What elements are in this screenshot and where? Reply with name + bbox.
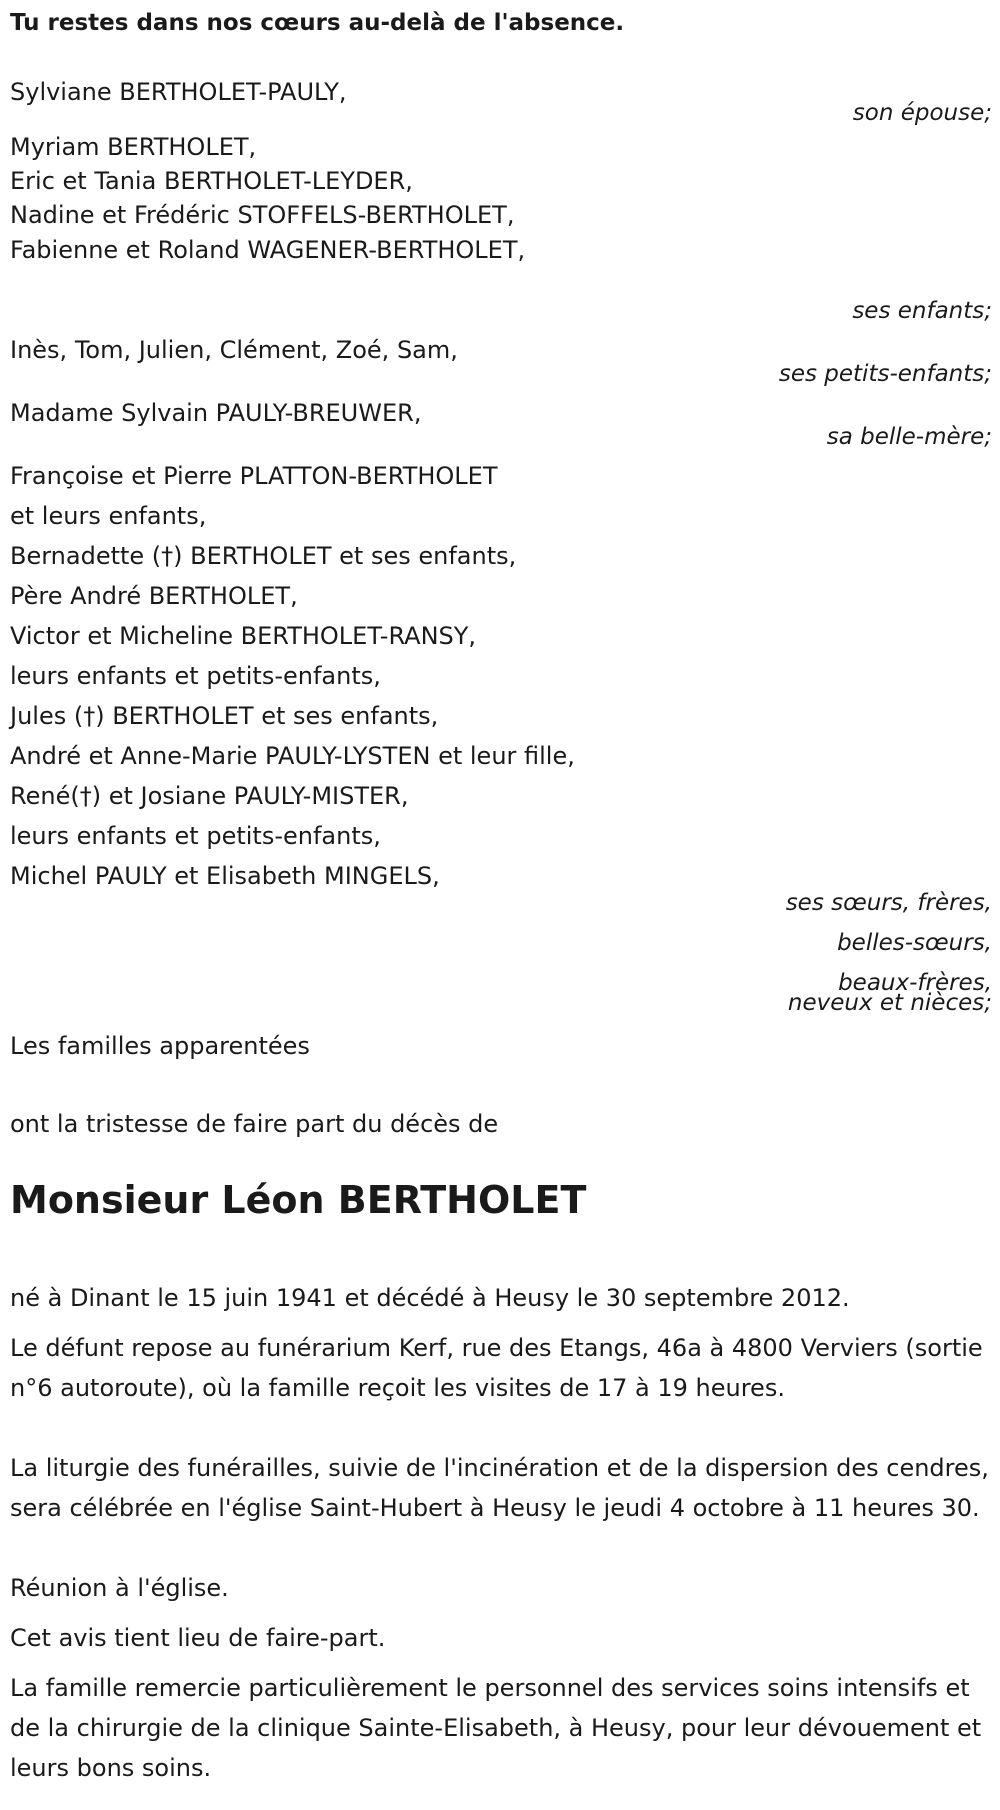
announcement: ont la tristesse de faire part du décès de [10, 1110, 499, 1138]
sibling-line: Michel PAULY et Elisabeth MINGELS, [10, 862, 440, 890]
sibling-line: Bernadette (†) BERTHOLET et ses enfants, [10, 542, 517, 570]
child-name: Eric et Tania BERTHOLET-LEYDER, [10, 167, 413, 195]
mother-in-law-relation: sa belle-mère; [826, 424, 992, 450]
family-thanks: La famille remercie particulièrement le personnel des services soins intensifs et de la chirurgie de la clinique Sainte-Elisabeth, à Heusy, pour leur dévouement et leurs bons soins. [10, 1674, 982, 1782]
children-relation: ses enfants; [852, 298, 992, 324]
sibling-line: René(†) et Josiane PAULY-MISTER, [10, 782, 409, 810]
sibling-line: Victor et Micheline BERTHOLET-RANSY, [10, 622, 477, 650]
sibling-line: Père André BERTHOLET, [10, 582, 298, 610]
sibling-line: Jules (†) BERTHOLET et ses enfants, [10, 702, 439, 730]
sibling-line: leurs enfants et petits-enfants, [10, 822, 381, 850]
sibling-line: André et Anne-Marie PAULY-LYSTEN et leur fille, [10, 742, 575, 770]
spouse-name: Sylviane BERTHOLET-PAULY, [10, 78, 347, 106]
siblings-relation: belles-sœurs, [837, 930, 992, 956]
siblings-relation: neveux et nièces; [787, 990, 992, 1016]
siblings-relation: beaux-frères, [838, 970, 992, 996]
siblings-relation: ses sœurs, frères, [785, 890, 992, 916]
child-name: Myriam BERTHOLET, [10, 133, 257, 161]
notice-statement: Cet avis tient lieu de faire-part. [10, 1624, 386, 1652]
deceased-name: Monsieur Léon BERTHOLET [10, 1178, 587, 1222]
meeting-info: Réunion à l'église. [10, 1574, 229, 1602]
liturgy-info: La liturgie des funérailles, suivie de l'incinération et de la dispersion des cendres, sera célébrée en l'église Saint-Hubert à Heusy le jeudi 4 octobre à 11 heures 30. [10, 1454, 989, 1522]
child-name: Nadine et Frédéric STOFFELS-BERTHOLET, [10, 201, 515, 229]
birth-death-dates: né à Dinant le 15 juin 1941 et décédé à Heusy le 30 septembre 2012. [10, 1284, 850, 1312]
child-name: Fabienne et Roland WAGENER-BERTHOLET, [10, 236, 526, 264]
related-families: Les familles apparentées [10, 1032, 310, 1060]
mother-in-law-name: Madame Sylvain PAULY-BREUWER, [10, 399, 422, 427]
funeral-home-info: Le défunt repose au funérarium Kerf, rue des Etangs, 46a à 4800 Verviers (sortie n°6 autoroute), où la famille reçoit les visites de 17 à 19 heures. [10, 1334, 983, 1402]
grandchildren-relation: ses petits-enfants; [778, 361, 992, 387]
spouse-relation: son épouse; [852, 100, 992, 126]
grandchildren-names: Inès, Tom, Julien, Clément, Zoé, Sam, [10, 336, 458, 364]
sibling-line: Françoise et Pierre PLATTON-BERTHOLET [10, 462, 498, 490]
sibling-line: leurs enfants et petits-enfants, [10, 662, 381, 690]
sibling-line: et leurs enfants, [10, 502, 207, 530]
motto: Tu restes dans nos cœurs au-delà de l'absence. [10, 10, 625, 36]
